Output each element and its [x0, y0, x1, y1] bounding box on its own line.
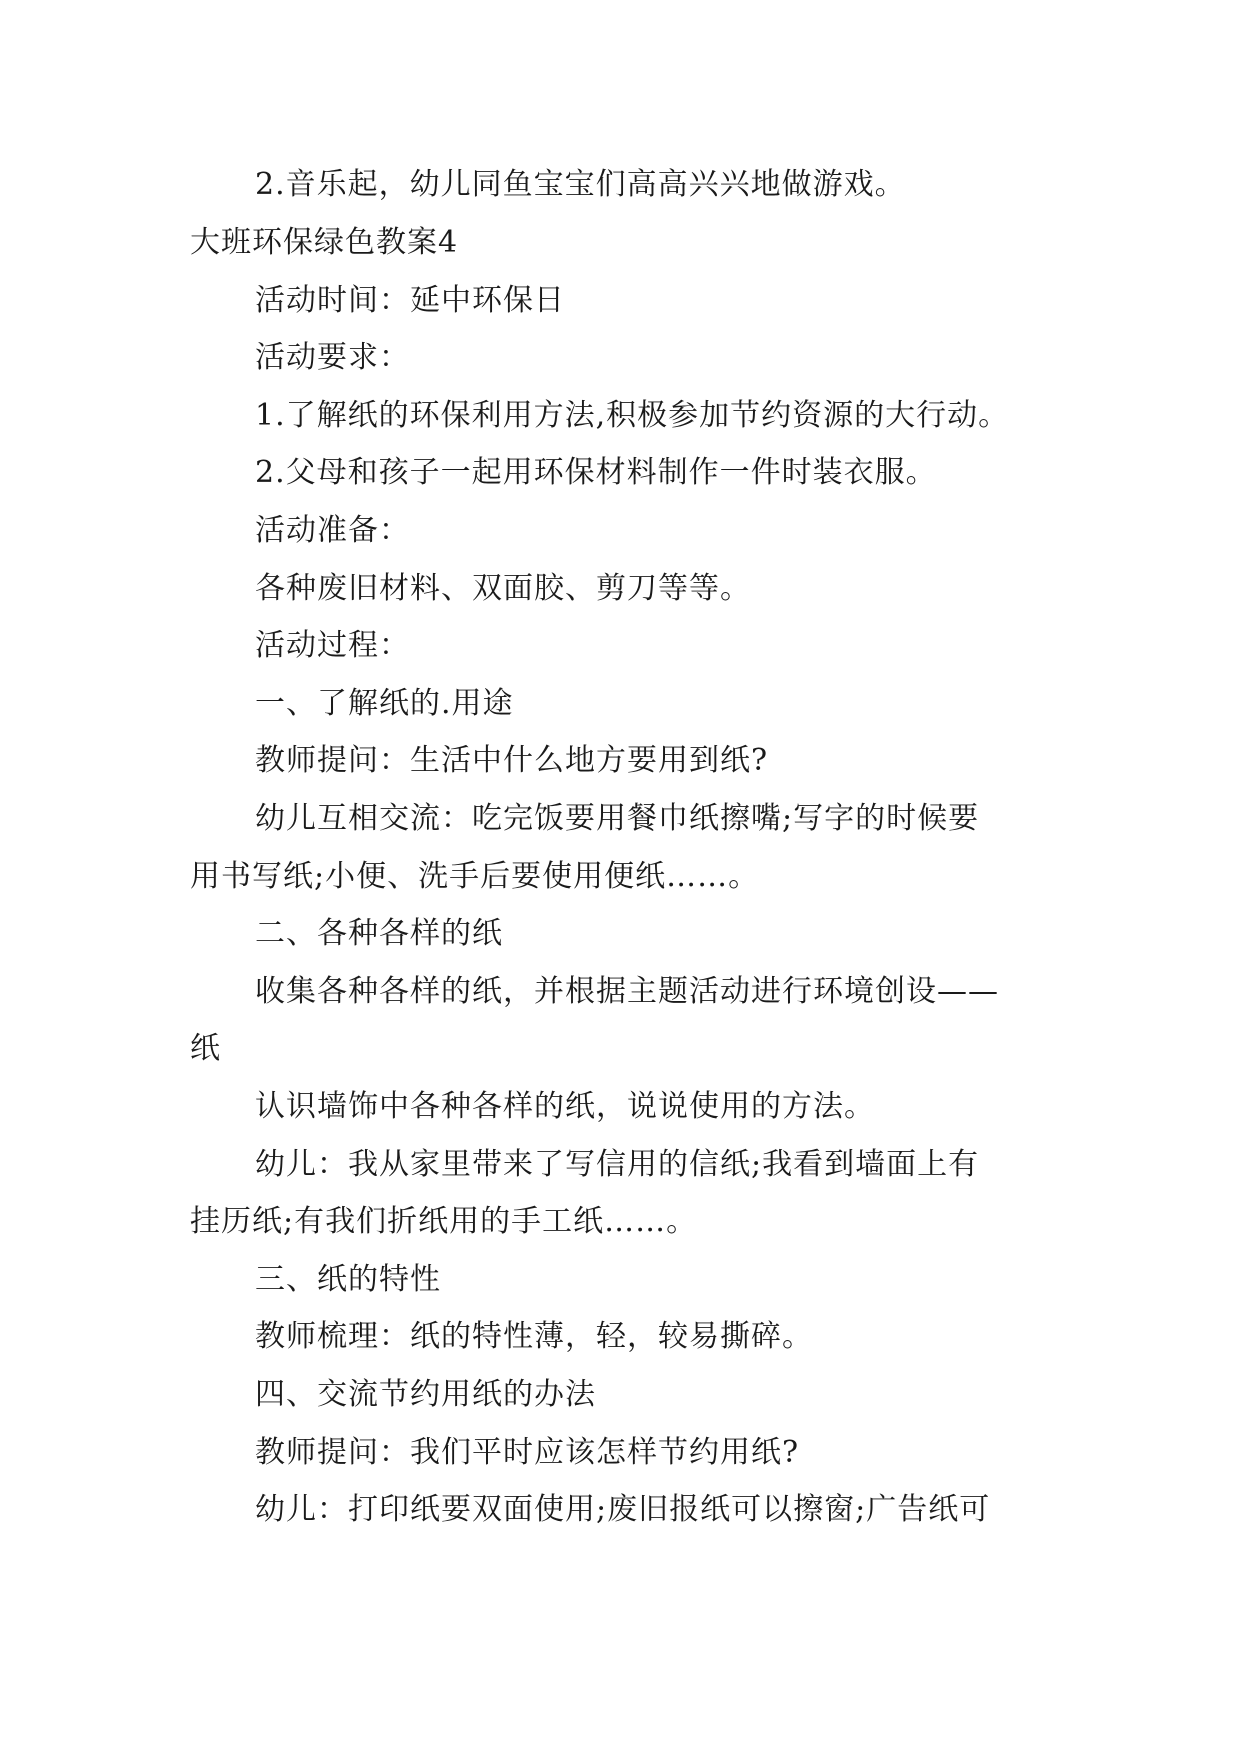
- paragraph-line: 2.父母和孩子一起用环保材料制作一件时装衣服。: [255, 455, 937, 490]
- paragraph-line: 收集各种各样的纸，并根据主题活动进行环境创设——: [255, 974, 999, 1009]
- paragraph-line: 各种废旧材料、双面胶、剪刀等等。: [255, 571, 751, 606]
- paragraph-line: 教师提问：我们平时应该怎样节约用纸?: [255, 1435, 800, 1470]
- paragraph-line: 幼儿：我从家里带来了写信用的信纸;我看到墙面上有: [255, 1147, 980, 1182]
- paragraph-line: 1.了解纸的环保利用方法,积极参加节约资源的大行动。: [255, 398, 1010, 433]
- paragraph-line: 二、各种各样的纸: [255, 916, 503, 951]
- paragraph-line: 认识墙饰中各种各样的纸，说说使用的方法。: [255, 1089, 875, 1124]
- paragraph-line: 教师梳理：纸的特性薄，轻，较易撕碎。: [255, 1319, 813, 1354]
- paragraph-line: 幼儿互相交流：吃完饭要用餐巾纸擦嘴;写字的时候要: [255, 801, 980, 836]
- paragraph-line: 2.音乐起，幼儿同鱼宝宝们高高兴兴地做游戏。: [255, 167, 906, 202]
- paragraph-line: 四、交流节约用纸的办法: [255, 1377, 596, 1412]
- paragraph-line: 活动时间：延中环保日: [255, 283, 565, 318]
- paragraph-line: 用书写纸;小便、洗手后要使用便纸……。: [190, 859, 760, 894]
- paragraph-line: 教师提问：生活中什么地方要用到纸?: [255, 743, 769, 778]
- paragraph-line: 幼儿：打印纸要双面使用;废旧报纸可以擦窗;广告纸可: [255, 1492, 991, 1527]
- paragraph-line: 挂历纸;有我们折纸用的手工纸……。: [190, 1204, 698, 1239]
- section-heading: 大班环保绿色教案4: [190, 225, 459, 260]
- paragraph-line: 三、纸的特性: [255, 1262, 441, 1297]
- paragraph-line: 活动准备：: [255, 513, 410, 548]
- paragraph-line: 活动过程：: [255, 628, 410, 663]
- paragraph-line: 活动要求：: [255, 340, 410, 375]
- paragraph-line: 纸: [190, 1031, 221, 1066]
- paragraph-line: 一、了解纸的.用途: [255, 686, 514, 721]
